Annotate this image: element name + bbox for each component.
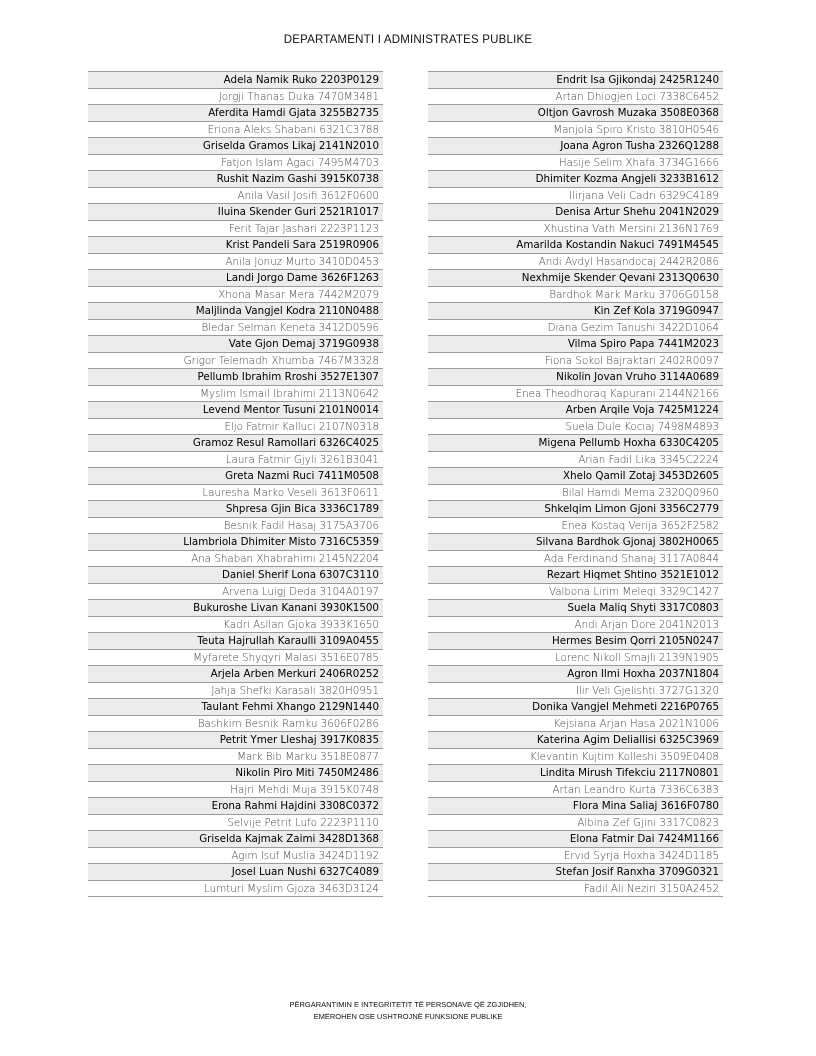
list-item: Iluina Skender Guri 2521R1017 — [88, 204, 383, 221]
list-item: Hasije Selim Xhafa 3734G1666 — [428, 155, 723, 172]
list-item: Daniel Sherif Lona 6307C3110 — [88, 567, 383, 584]
list-item: Migena Pellumb Hoxha 6330C4205 — [428, 435, 723, 452]
list-item: Agim Isuf Muslia 3424D1192 — [88, 848, 383, 865]
list-item: Andi Arjan Dore 2041N2013 — [428, 617, 723, 634]
list-item: Landi Jorgo Dame 3626F1263 — [88, 270, 383, 287]
list-item: Fadil Ali Neziri 3150A2452 — [428, 881, 723, 898]
list-item: Arjela Arben Merkuri 2406R0252 — [88, 666, 383, 683]
list-item: Kin Zef Kola 3719G0947 — [428, 303, 723, 320]
list-item: Greta Nazmi Ruci 7411M0508 — [88, 468, 383, 485]
list-item: Xhona Masar Mera 7442M2079 — [88, 287, 383, 304]
list-item: Nikolin Piro Miti 7450M2486 — [88, 765, 383, 782]
list-item: Ervid Syrja Hoxha 3424D1185 — [428, 848, 723, 865]
list-item: Dhimiter Kozma Angjeli 3233B1612 — [428, 171, 723, 188]
list-item: Maljlinda Vangjel Kodra 2110N0488 — [88, 303, 383, 320]
footer-line-2: EMËROHEN OSE USHTROJNË FUNKSIONE PUBLIKE — [313, 1012, 503, 1021]
list-item: Grigor Telemadh Xhumba 7467M3328 — [88, 353, 383, 370]
list-item: Manjola Spiro Kristo 3810H0546 — [428, 122, 723, 139]
list-item: Besnik Fadil Hasaj 3175A3706 — [88, 518, 383, 535]
list-item: Myslim Ismail Ibrahimi 2113N0642 — [88, 386, 383, 403]
list-item: Shkelqim Limon Gjoni 3356C2779 — [428, 501, 723, 518]
list-item: Rezart Hiqmet Shtino 3521E1012 — [428, 567, 723, 584]
list-item: Ada Ferdinand Shanaj 3117A0844 — [428, 551, 723, 568]
list-item: Gramoz Resul Ramollari 6326C4025 — [88, 435, 383, 452]
list-item: Eriona Aleks Shabani 6321C3788 — [88, 122, 383, 139]
list-item: Jorgji Thanas Duka 7470M3481 — [88, 89, 383, 106]
list-item: Kadri Asllan Gjoka 3933K1650 — [88, 617, 383, 634]
list-item: Myfarete Shyqyri Malasi 3516E0785 — [88, 650, 383, 667]
list-item: Griselda Kajmak Zaimi 3428D1368 — [88, 831, 383, 848]
list-item: Bashkim Besnik Ramku 3606F0286 — [88, 716, 383, 733]
list-item: Adela Namik Ruko 2203P0129 — [88, 72, 383, 89]
list-item: Fiona Sokol Bajraktari 2402R0097 — [428, 353, 723, 370]
list-item: Josel Luan Nushi 6327C4089 — [88, 864, 383, 881]
list-item: Katerina Agim Deliallisi 6325C3969 — [428, 732, 723, 749]
list-item: Anila Jonuz Murto 3410D0453 — [88, 254, 383, 271]
list-item: Krist Pandeli Sara 2519R0906 — [88, 237, 383, 254]
list-item: Arvena Luigj Deda 3104A0197 — [88, 584, 383, 601]
list-item: Aferdita Hamdi Gjata 3255B2735 — [88, 105, 383, 122]
list-item: Klevantin Kujtim Kolleshi 3509E0408 — [428, 749, 723, 766]
list-item: Suela Dule Kociaj 7498M4893 — [428, 419, 723, 436]
list-item: Shpresa Gjin Bica 3336C1789 — [88, 501, 383, 518]
list-item: Llambriola Dhimiter Misto 7316C5359 — [88, 534, 383, 551]
footer-line-1: PËRGARANTIMIN E INTEGRITETIT TË PERSONAVE QË ZGJIDHEN, — [289, 1000, 527, 1009]
list-item: Xhelo Qamil Zotaj 3453D2605 — [428, 468, 723, 485]
list-item: Enea Kostaq Verija 3652F2582 — [428, 518, 723, 535]
list-item: Bilal Hamdi Mema 2320Q0960 — [428, 485, 723, 502]
list-item: Jahja Shefki Karasali 3820H0951 — [88, 683, 383, 700]
list-item: Nikolin Jovan Vruho 3114A0689 — [428, 369, 723, 386]
list-item: Elona Fatmir Dai 7424M1166 — [428, 831, 723, 848]
list-item: Griselda Gramos Likaj 2141N2010 — [88, 138, 383, 155]
list-item: Mark Bib Marku 3518E0877 — [88, 749, 383, 766]
list-item: Albina Zef Gjini 3317C0823 — [428, 815, 723, 832]
list-item: Joana Agron Tusha 2326Q1288 — [428, 138, 723, 155]
list-item: Eljo Fatmir Kalluci 2107N0318 — [88, 419, 383, 436]
list-item: Rushit Nazim Gashi 3915K0738 — [88, 171, 383, 188]
list-item: Silvana Bardhok Gjonaj 3802H0065 — [428, 534, 723, 551]
list-item: Artan Dhiogjen Loci 7338C6452 — [428, 89, 723, 106]
list-item: Oltjon Gavrosh Muzaka 3508E0368 — [428, 105, 723, 122]
list-item: Artan Leandro Kurta 7336C6383 — [428, 782, 723, 799]
list-item: Fatjon Islam Agaci 7495M4703 — [88, 155, 383, 172]
list-item: Ferit Tajar Jashari 2223P1123 — [88, 221, 383, 238]
list-item: Hermes Besim Qorri 2105N0247 — [428, 633, 723, 650]
list-item: Valbona Lirim Meleqi 3329C1427 — [428, 584, 723, 601]
list-item: Amarilda Kostandin Nakuci 7491M4545 — [428, 237, 723, 254]
list-item: Bledar Selman Keneta 3412D0596 — [88, 320, 383, 337]
list-item: Levend Mentor Tusuni 2101N0014 — [88, 402, 383, 419]
list-item: Hajri Mehdi Muja 3915K0748 — [88, 782, 383, 799]
list-item: Xhustina Vath Mersini 2136N1769 — [428, 221, 723, 238]
page-title: DEPARTAMENTI I ADMINISTRATES PUBLIKE — [283, 34, 533, 46]
list-item: Petrit Ymer Lleshaj 3917K0835 — [88, 732, 383, 749]
list-item: Endrit Isa Gjikondaj 2425R1240 — [428, 72, 723, 89]
list-item: Lorenc Nikoll Smajli 2139N1905 — [428, 650, 723, 667]
list-item: Bardhok Mark Marku 3706G0158 — [428, 287, 723, 304]
list-item: Enea Theodhoraq Kapurani 2144N2166 — [428, 386, 723, 403]
list-item: Bukuroshe Livan Kanani 3930K1500 — [88, 600, 383, 617]
list-item: Vilma Spiro Papa 7441M2023 — [428, 336, 723, 353]
list-item: Vate Gjon Demaj 3719G0938 — [88, 336, 383, 353]
list-item: Laura Fatmir Gjyli 3261B3041 — [88, 452, 383, 469]
names-column-left — [88, 71, 383, 897]
list-item: Lauresha Marko Veseli 3613F0611 — [88, 485, 383, 502]
list-item: Taulant Fehmi Xhango 2129N1440 — [88, 699, 383, 716]
list-item: Ana Shaban Xhabrahimi 2145N2204 — [88, 551, 383, 568]
list-item: Donika Vangjel Mehmeti 2216P0765 — [428, 699, 723, 716]
list-item: Agron Ilmi Hoxha 2037N1804 — [428, 666, 723, 683]
list-item: Ilir Veli Gjelishti 3727G1320 — [428, 683, 723, 700]
names-column-right — [428, 71, 723, 897]
list-item: Pellumb Ibrahim Rroshi 3527E1307 — [88, 369, 383, 386]
list-item: Erona Rahmi Hajdini 3308C0372 — [88, 798, 383, 815]
list-item: Kejsiana Arjan Hasa 2021N1006 — [428, 716, 723, 733]
list-item: Lumturi Myslim Gjoza 3463D3124 — [88, 881, 383, 898]
list-item: Stefan Josif Ranxha 3709G0321 — [428, 864, 723, 881]
list-item: Diana Gezim Tanushi 3422D1064 — [428, 320, 723, 337]
list-item: Arben Arqile Voja 7425M1224 — [428, 402, 723, 419]
list-item: Denisa Artur Shehu 2041N2029 — [428, 204, 723, 221]
page-footer — [0, 999, 816, 1023]
list-item: Selvije Petrit Lufo 2223P1110 — [88, 815, 383, 832]
list-item: Ilirjana Veli Cadri 6329C4189 — [428, 188, 723, 205]
list-item: Suela Maliq Shyti 3317C0803 — [428, 600, 723, 617]
list-item: Arian Fadil Lika 3345C2224 — [428, 452, 723, 469]
list-item: Lindita Mirush Tifekciu 2117N0801 — [428, 765, 723, 782]
list-item: Andi Avdyl Hasandocaj 2442R2086 — [428, 254, 723, 271]
list-item: Flora Mina Saliaj 3616F0780 — [428, 798, 723, 815]
list-item: Nexhmije Skender Qevani 2313Q0630 — [428, 270, 723, 287]
list-item: Anila Vasil Josifi 3612F0600 — [88, 188, 383, 205]
list-item: Teuta Hajrullah Karaulli 3109A0455 — [88, 633, 383, 650]
